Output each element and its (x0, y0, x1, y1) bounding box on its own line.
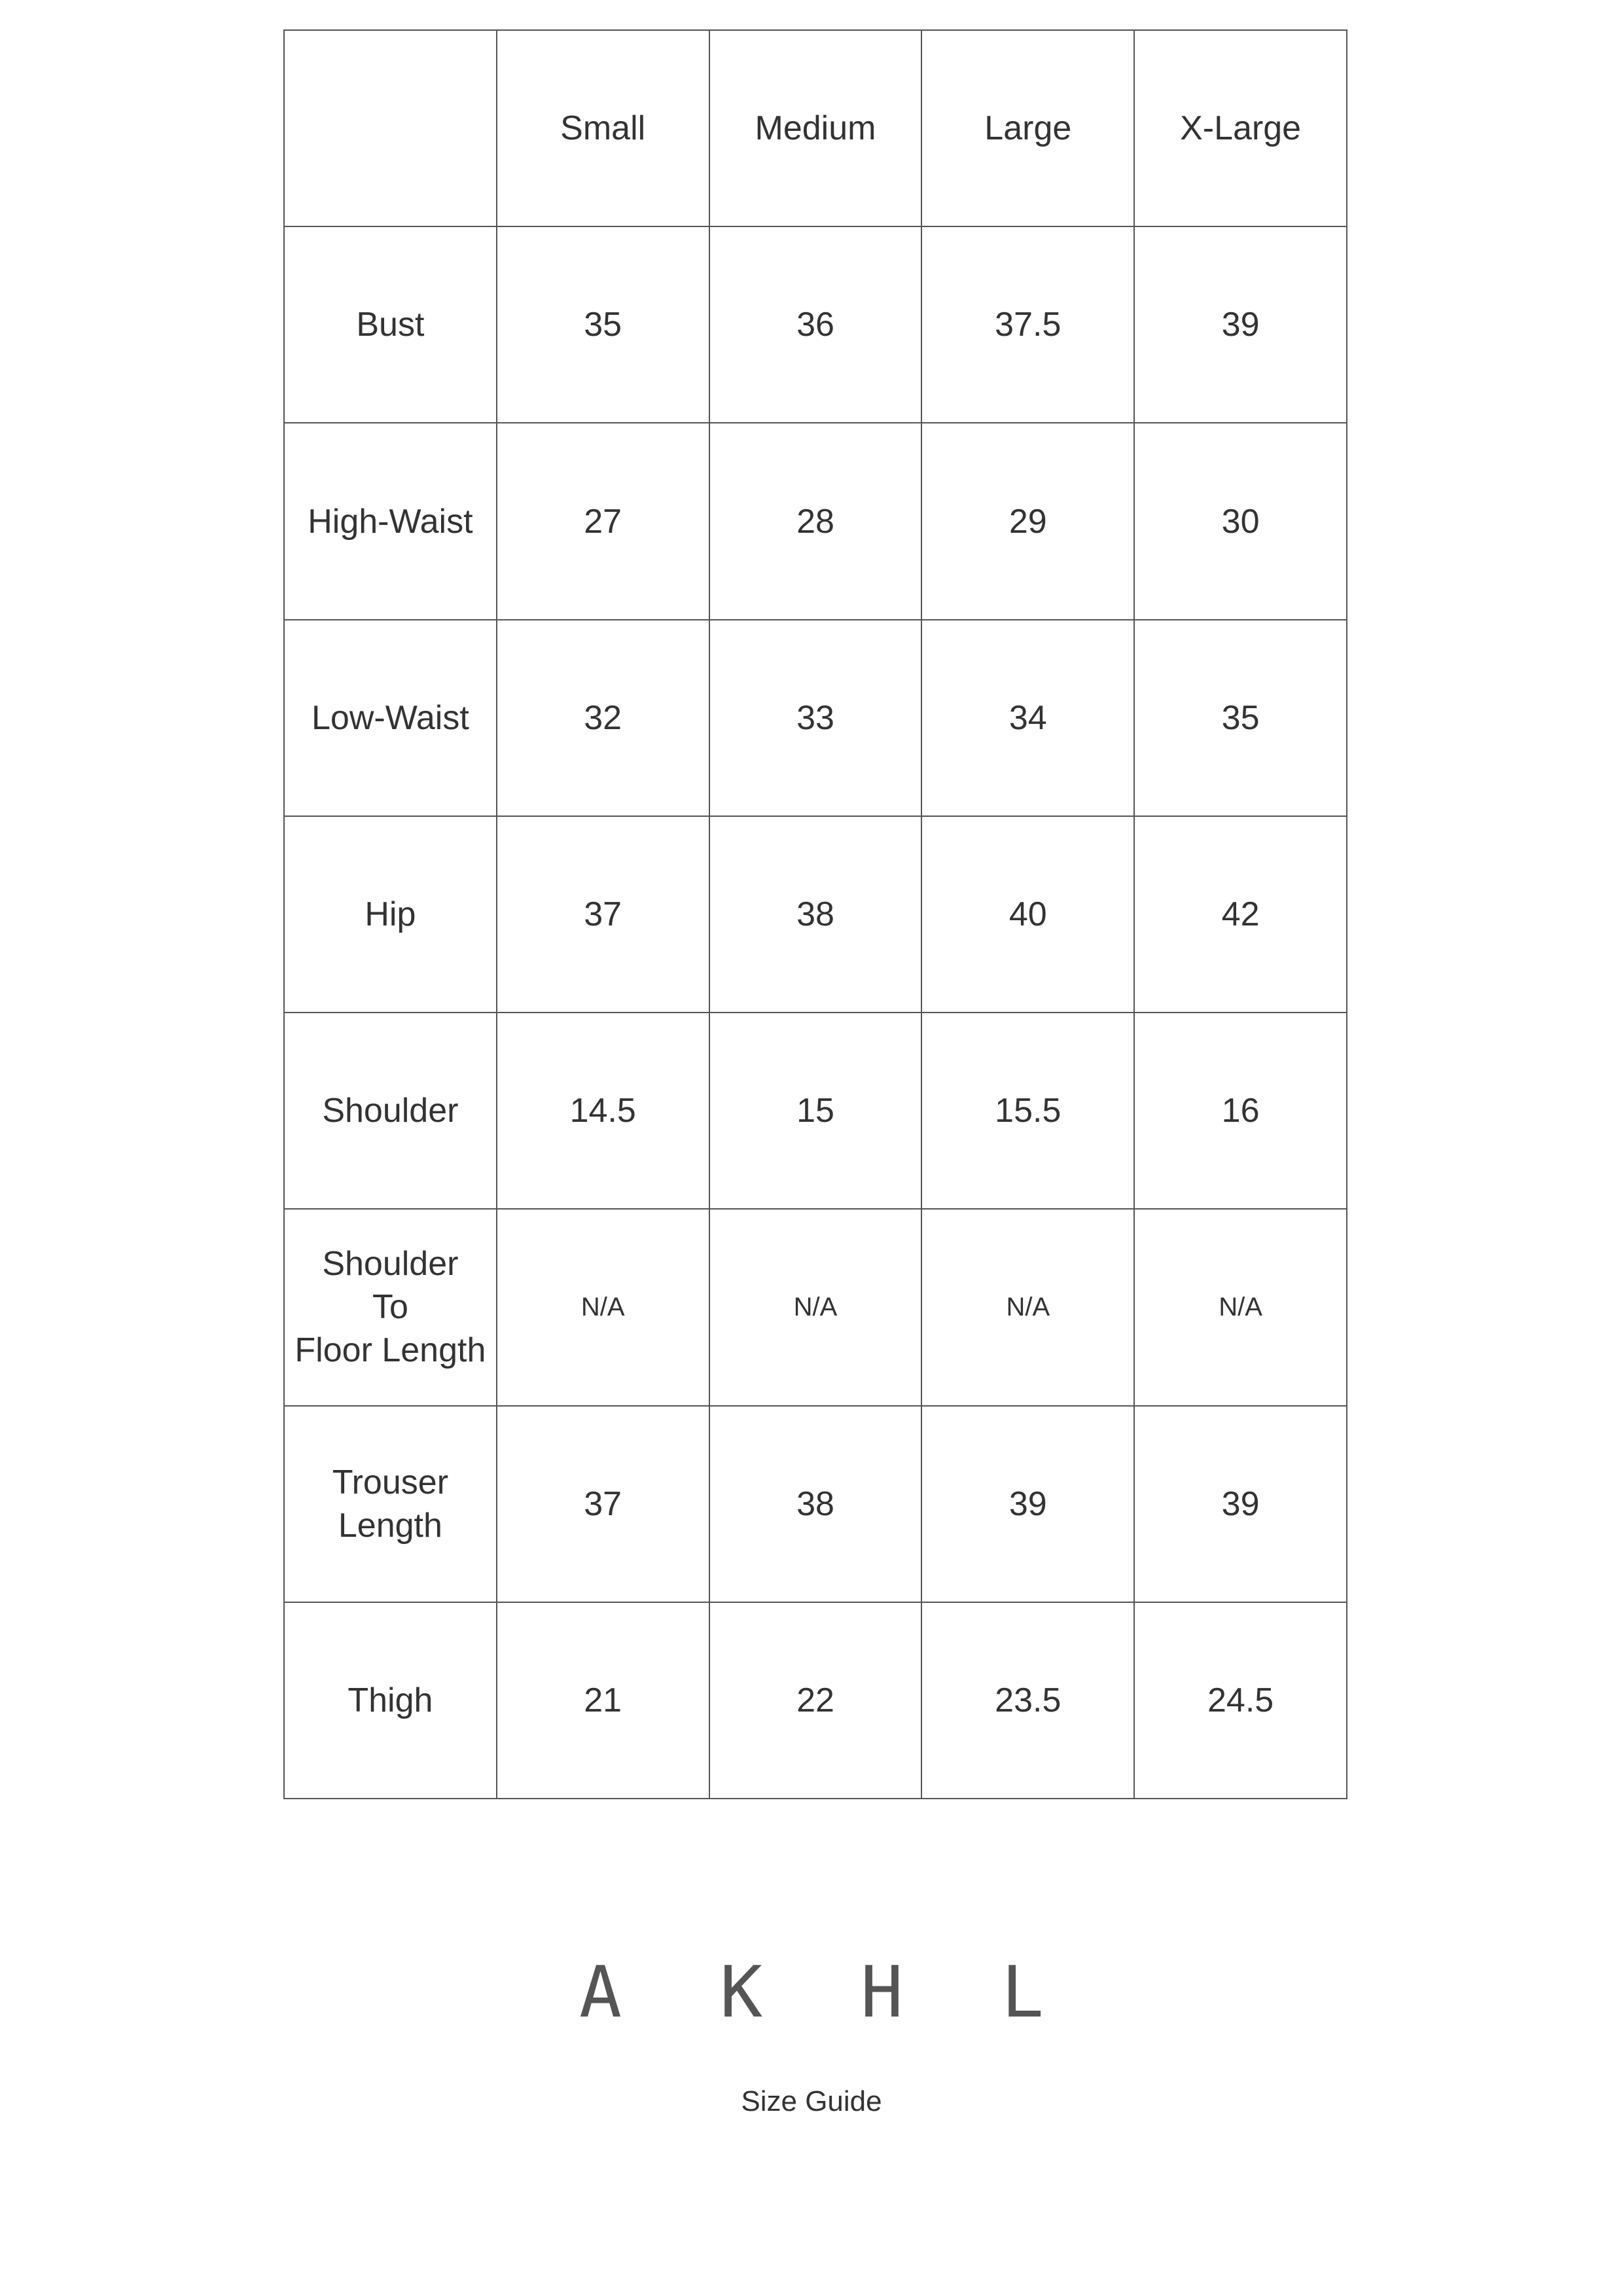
table-cell: 36 (709, 226, 922, 423)
table-row-trouser-length (284, 1406, 1347, 1602)
table-cell: 22 (709, 1602, 922, 1799)
table-cell: 27 (497, 423, 709, 619)
brand-logo (0, 1954, 1623, 2032)
row-label-shoulder-to-floor: Shoulder To Floor Length (284, 1209, 497, 1405)
brand-letter: L (1001, 1952, 1044, 2034)
table-cell: N/A (1134, 1209, 1347, 1405)
table-cell: 37.5 (921, 226, 1134, 423)
header-cell-small: Small (497, 30, 709, 226)
row-label-hip: Hip (284, 816, 497, 1013)
table-cell: 23.5 (921, 1602, 1134, 1799)
table-cell: 34 (921, 620, 1134, 816)
row-label-high-waist: High-Waist (284, 423, 497, 619)
table-cell: 14.5 (497, 1013, 709, 1209)
row-label-shoulder: Shoulder (284, 1013, 497, 1209)
table-cell: 30 (1134, 423, 1347, 619)
size-chart-table (283, 29, 1347, 1799)
table-row-low-waist (284, 620, 1347, 816)
table-row-thigh (284, 1602, 1347, 1799)
table-cell: 39 (1134, 1406, 1347, 1602)
header-cell-empty (284, 30, 497, 226)
row-label-bust: Bust (284, 226, 497, 423)
table-cell: 28 (709, 423, 922, 619)
table-row-hip (284, 816, 1347, 1013)
table-cell: N/A (709, 1209, 922, 1405)
table-cell: 29 (921, 423, 1134, 619)
table-cell: 21 (497, 1602, 709, 1799)
table-cell: 15 (709, 1013, 922, 1209)
brand-letter: K (719, 1952, 762, 2034)
table-cell: 37 (497, 1406, 709, 1602)
table-cell: 33 (709, 620, 922, 816)
table-cell: 38 (709, 816, 922, 1013)
table-cell: N/A (921, 1209, 1134, 1405)
table-header-row (284, 30, 1347, 226)
table-cell: 39 (921, 1406, 1134, 1602)
table-cell: 15.5 (921, 1013, 1134, 1209)
table-row-high-waist (284, 423, 1347, 619)
header-cell-x-large: X-Large (1134, 30, 1347, 226)
table-row-bust (284, 226, 1347, 423)
table-cell: N/A (497, 1209, 709, 1405)
table-cell: 42 (1134, 816, 1347, 1013)
brand-letter: H (861, 1952, 904, 2034)
page-subtitle: Size Guide (741, 2085, 882, 2117)
row-label-thigh: Thigh (284, 1602, 497, 1799)
row-label-trouser-length: Trouser Length (284, 1406, 497, 1602)
table-row-shoulder-to-floor (284, 1209, 1347, 1405)
table-cell: 35 (497, 226, 709, 423)
table-row-shoulder (284, 1013, 1347, 1209)
brand-letter: A (579, 1952, 622, 2034)
table-cell: 38 (709, 1406, 922, 1602)
table-cell: 37 (497, 816, 709, 1013)
row-label-low-waist: Low-Waist (284, 620, 497, 816)
table-cell: 24.5 (1134, 1602, 1347, 1799)
table-cell: 32 (497, 620, 709, 816)
table-cell: 35 (1134, 620, 1347, 816)
table-cell: 39 (1134, 226, 1347, 423)
header-cell-medium: Medium (709, 30, 922, 226)
table-cell: 40 (921, 816, 1134, 1013)
header-cell-large: Large (921, 30, 1134, 226)
table-cell: 16 (1134, 1013, 1347, 1209)
